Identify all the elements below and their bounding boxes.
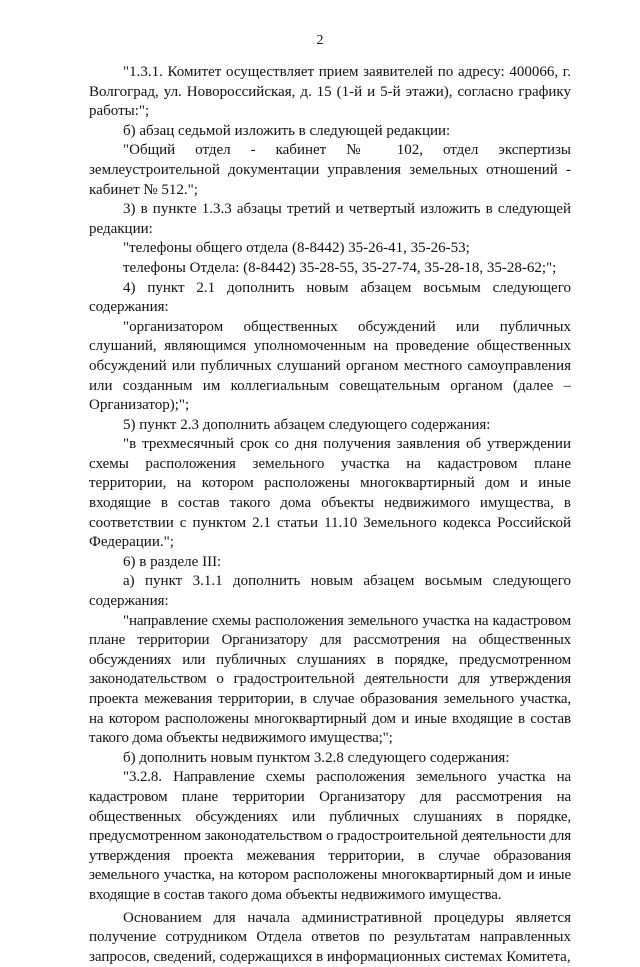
paragraph-organizer-definition: "организатором общественных обсуждений или публичных слушаний, являющимся уполномоченным на проведение общественных обсуждений или публичных слушаний органом местного самоуправления или созданным им коллегиальным совещательным органом (далее – Организатор);"; [89, 318, 571, 414]
paragraph-item-6b: б) дополнить новым пунктом 3.2.8 следующего содержания: [123, 749, 510, 766]
paragraph-phones-general: "телефоны общего отдела (8-8442) 35-26-41, 35-26-53; [123, 240, 470, 257]
paragraph-phones-department: телефоны Отдела: (8-8442) 35-28-55, 35-27-74, 35-28-18, 35-28-62;"; [123, 259, 557, 276]
paragraph-item-5: 5) пункт 2.3 дополнить абзацем следующего содержания: [123, 416, 491, 433]
paragraph-direction-scheme: "направление схемы расположения земельного участка на кадастровом плане территории Организатору для рассмотрения на общественных обсуждениях или публичных слушаниях в порядке, предусмотренном законодательством о градостроительной деятельности для утверждения проекта межевания территории, в случае образования земельного участка, на котором расположены многоквартирный дом и иные входящие в состав такого дома объекты недвижимого имущества;"; [89, 612, 571, 747]
page-number: 2 [316, 33, 324, 48]
paragraph-1-3-1: "1.3.1. Комитет осуществляет прием заявителей по адресу: 400066, г. Волгоград, ул. Новороссийская, д. 15 (1-й и 5-й этажи), согласно графику работы:"; [89, 64, 571, 120]
paragraph-item-3: 3) в пункте 1.3.3 абзацы третий и четвертый изложить в следующей редакции: [89, 201, 571, 237]
document-body [89, 63, 571, 967]
paragraph-b-abzac-sedmoy: б) абзац седьмой изложить в следующей редакции: [123, 122, 451, 139]
paragraph-item-4: 4) пункт 2.1 дополнить новым абзацем восьмым следующего содержания: [89, 279, 571, 316]
paragraph-item-6a: а) пункт 3.1.1 дополнить новым абзацем восьмым следующего содержания: [89, 573, 571, 610]
paragraph-cabinets: "Общий отдел - кабинет № 102, отдел экспертизы землеустроительной документации управления земельных отношений - кабинет № 512."; [89, 142, 571, 198]
paragraph-3-2-8: "3.2.8. Направление схемы расположения земельного участка на кадастровом плане территории Организатору для рассмотрения на общественных обсуждениях или публичных слушаниях в порядке, предусмотренном законодательством о градостроительной деятельности для утверждения проекта межевания территории, в случае образования земельного участка, на котором расположены многоквартирный дом и иные входящие в состав такого дома объекты недвижимого имущества. [89, 769, 571, 903]
paragraph-basis: Основанием для начала административной процедуры является получение сотрудником Отдела ответов по результатам направленных запросов, сведений, содержащихся в информационных системах Комитета, [89, 909, 571, 965]
paragraph-three-month-term: "в трехмесячный срок со дня получения заявления об утверждении схемы расположения земельного участка на кадастровом плане территории, на котором расположены многоквартирный дом и иные входящие в состав такого дома объекты недвижимого имущества, в соответствии с пунктом 2.1 статьи 11.10 Земельного кодекса Российской Федерации."; [89, 436, 571, 551]
paragraph-item-6: 6) в разделе III: [123, 553, 222, 570]
